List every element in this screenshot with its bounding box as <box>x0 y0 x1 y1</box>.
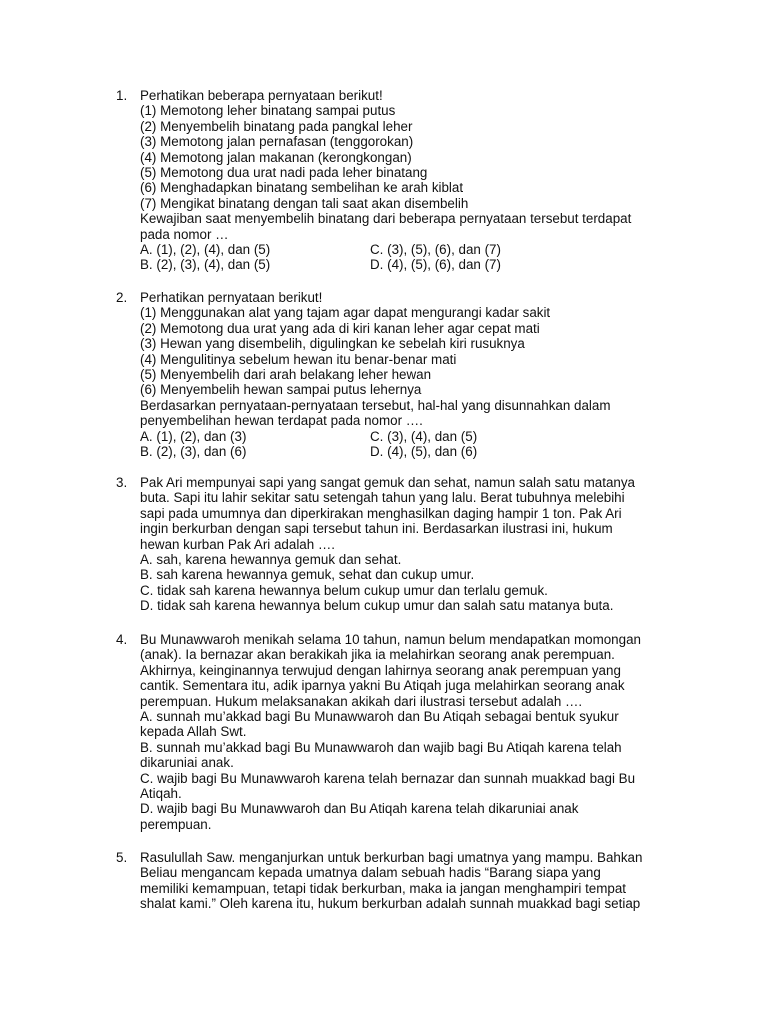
statement-line: (1) Menggunakan alat yang tajam agar dapat mengurangi kadar sakit <box>140 305 551 321</box>
question-number: 2. <box>116 290 128 305</box>
question-line: Pak Ari mempunyai sapi yang sangat gemuk dan sehat, namun salah satu matanya <box>140 475 636 490</box>
question-2 <box>116 290 676 459</box>
option-b-cont: dikaruniai anak. <box>140 755 234 771</box>
statement-line: (5) Menyembelih dari arah belakang leher hewan <box>140 367 432 383</box>
question-line: Kewajiban saat menyembelih binatang dari beberapa pernyataan tersebut terdapat <box>140 211 632 227</box>
options-row <box>140 429 676 444</box>
statement-line: (1) Memotong leher binatang sampai putus <box>140 103 396 119</box>
statement-line: (3) Memotong jalan pernafasan (tenggorokan) <box>140 134 414 150</box>
options-row <box>140 444 676 459</box>
question-line: ingin berkurban dengan sapi tersebut tahun ini. Berdasarkan ilustrasi ini, hukum <box>140 521 613 537</box>
question-line: buta. Sapi itu lahir sekitar satu setengah tahun yang lalu. Berat tubuhnya melebihi <box>140 490 625 506</box>
question-5 <box>116 850 676 912</box>
option-c: C. wajib bagi Bu Munawwaroh karena telah bernazar dan sunnah muakkad bagi Bu <box>140 770 636 786</box>
option-c: C. tidak sah karena hewannya belum cukup umur dan terlalu gemuk. <box>140 582 548 598</box>
option-d-cont: perempuan. <box>140 816 212 832</box>
option-b: B. (2), (3), dan (6) <box>140 444 247 460</box>
statement-line: (7) Mengikat binatang dengan tali saat akan disembelih <box>140 195 469 211</box>
question-body <box>140 632 676 832</box>
question-3 <box>116 475 676 614</box>
option-d: D. (4), (5), dan (6) <box>370 444 478 460</box>
question-line: perempuan. Hukum melaksanakan akikah dari ilustrasi tersebut adalah …. <box>140 693 583 709</box>
question-line: Bu Munawwaroh menikah selama 10 tahun, namun belum mendapatkan momongan <box>140 632 641 647</box>
option-c-cont: Atiqah. <box>140 786 182 802</box>
option-a-cont: kepada Allah Swt. <box>140 724 247 740</box>
question-line: pada nomor … <box>140 226 229 242</box>
option-a: A. (1), (2), (4), dan (5) <box>140 242 271 258</box>
option-c: C. (3), (5), (6), dan (7) <box>370 242 501 258</box>
statement-line: (6) Menghadapkan binatang sembelihan ke arah kiblat <box>140 180 464 196</box>
question-body <box>140 850 676 912</box>
question-line: cantik. Sementara itu, adik iparnya yakni Bu Atiqah juga melahirkan seorang anak <box>140 678 625 694</box>
question-line: sapi pada umumnya dan diperkirakan menghasilkan daging hampir 1 ton. Pak Ari <box>140 505 622 521</box>
question-line: Perhatikan beberapa pernyataan berikut! <box>140 88 383 103</box>
question-body <box>140 290 676 459</box>
question-number: 4. <box>116 632 128 647</box>
question-line: memiliki kemampuan, tetapi tidak berkurban, maka ia jangan menghampiri tempat <box>140 880 627 896</box>
option-a: A. sunnah mu’akkad bagi Bu Munawwaroh dan Bu Atiqah sebagai bentuk syukur <box>140 709 619 725</box>
option-b: B. sunnah mu’akkad bagi Bu Munawwaroh dan wajib bagi Bu Atiqah karena telah <box>140 739 622 755</box>
question-number: 1. <box>116 88 128 103</box>
question-line: Rasulullah Saw. menganjurkan untuk berkurban bagi umatnya yang mampu. Bahkan <box>140 850 643 865</box>
statement-line: (6) Menyembelih hewan sampai putus lehernya <box>140 382 422 398</box>
question-number: 3. <box>116 475 128 490</box>
option-b: B. sah karena hewannya gemuk, sehat dan cukup umur. <box>140 567 475 583</box>
option-d: D. wajib bagi Bu Munawwaroh dan Bu Atiqah karena telah dikaruniai anak <box>140 801 579 817</box>
statement-line: (2) Memotong dua urat yang ada di kiri kanan leher agar cepat mati <box>140 320 540 336</box>
statement-line: (4) Memotong jalan makanan (kerongkongan) <box>140 149 412 165</box>
question-line: Akhirnya, keinginannya terwujud dengan lahirnya seorang anak perempuan yang <box>140 662 621 678</box>
question-line: hewan kurban Pak Ari adalah …. <box>140 536 336 552</box>
option-d: D. tidak sah karena hewannya belum cukup umur dan salah satu matanya buta. <box>140 598 614 614</box>
option-a: A. (1), (2), dan (3) <box>140 428 247 444</box>
option-c: C. (3), (4), dan (5) <box>370 428 478 444</box>
option-b: B. (2), (3), (4), dan (5) <box>140 257 271 273</box>
statement-line: (4) Mengulitinya sebelum hewan itu benar-benar mati <box>140 351 457 367</box>
question-body <box>140 475 676 614</box>
question-number: 5. <box>116 850 128 865</box>
question-4 <box>116 632 676 832</box>
statement-line: (5) Memotong dua urat nadi pada leher binatang <box>140 165 428 181</box>
question-line: penyembelihan hewan terdapat pada nomor …. <box>140 413 423 429</box>
question-line: (anak). Ia bernazar akan berakikah jika ia melahirkan seorang anak perempuan. <box>140 647 615 663</box>
option-a: A. sah, karena hewannya gemuk dan sehat. <box>140 552 402 568</box>
question-line: Beliau mengancam kepada umatnya dalam sebuah hadis “Barang siapa yang <box>140 865 601 881</box>
question-line: shalat kami.” Oleh karena itu, hukum berkurban adalah sunnah muakkad bagi setiap <box>140 896 641 912</box>
question-1 <box>116 88 676 273</box>
statement-line: (2) Menyembelih binatang pada pangkal leher <box>140 118 413 134</box>
question-line: Berdasarkan pernyataan-pernyataan tersebut, hal-hal yang disunnahkan dalam <box>140 397 611 413</box>
options-row <box>140 242 676 257</box>
options-row <box>140 257 676 272</box>
statement-line: (3) Hewan yang disembelih, digulingkan ke sebelah kiri rusuknya <box>140 336 525 352</box>
question-body <box>140 88 676 273</box>
question-line: Perhatikan pernyataan berikut! <box>140 290 323 305</box>
option-d: D. (4), (5), (6), dan (7) <box>370 257 501 273</box>
